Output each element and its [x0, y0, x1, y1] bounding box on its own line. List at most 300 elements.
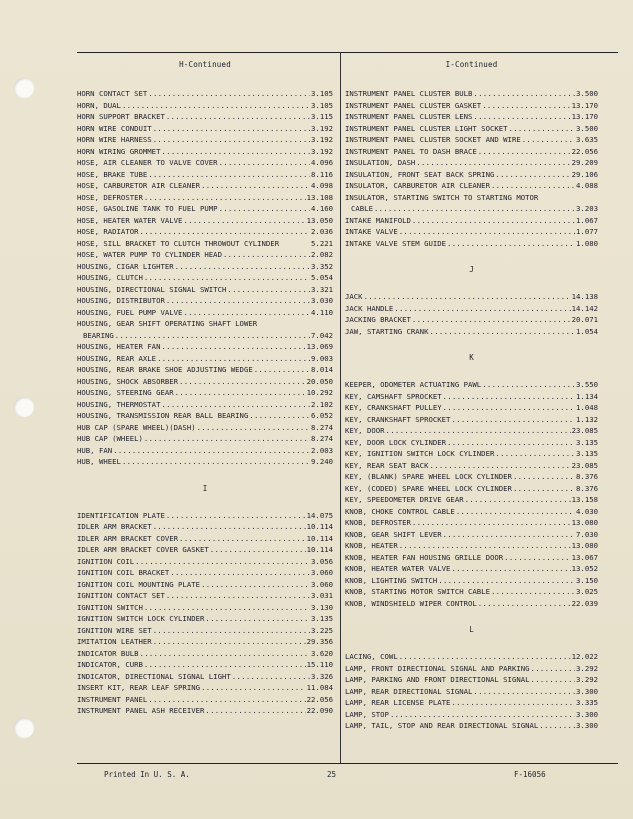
dot-leader — [161, 146, 310, 158]
entry-name: KEY, (BLANK) SPARE WHEEL LOCK CYLINDER — [345, 472, 512, 481]
index-entry — [345, 391, 598, 403]
entry-number: 12.022 — [571, 652, 598, 661]
index-entry — [77, 533, 333, 545]
entry-number: 13.080 — [571, 541, 598, 550]
entry-name: LAMP, FRONT DIRECTIONAL SIGNAL AND PARKING — [345, 663, 530, 673]
entry-number: 1.067 — [576, 215, 598, 225]
entry-name: HOSE, RADIATOR — [77, 227, 139, 236]
entry-number: 6.052 — [311, 411, 333, 420]
dot-leader — [210, 544, 306, 556]
dot-leader — [166, 295, 310, 307]
entry-number: 3.192 — [311, 135, 333, 144]
dot-leader — [412, 314, 571, 326]
entry-name: IDLER ARM BRACKET COVER — [77, 533, 179, 543]
dot-leader — [447, 238, 575, 250]
index-entry — [77, 410, 333, 422]
section-spacer — [345, 637, 598, 651]
index-entry — [77, 307, 333, 319]
entry-name: JACK HANDLE — [345, 303, 394, 313]
entry-number: 13.069 — [306, 342, 333, 351]
index-entry — [345, 291, 598, 303]
dot-leader — [478, 598, 571, 610]
entry-name: INSTRUMENT PANEL CLUSTER LENS — [345, 112, 473, 121]
entry-number: 8.274 — [311, 434, 333, 443]
entry-number: 3.150 — [576, 575, 598, 585]
entry-name: INSTRUMENT PANEL CLUSTER BULB — [345, 89, 473, 98]
dot-leader — [416, 157, 570, 169]
dot-leader — [166, 111, 310, 123]
dot-leader — [399, 651, 571, 663]
dot-leader — [473, 686, 575, 698]
index-entry — [77, 330, 333, 342]
index-entry — [345, 326, 598, 338]
index-entry — [77, 261, 333, 273]
entry-name: HUB, FAN — [77, 445, 113, 455]
entry-number: 4.098 — [311, 181, 333, 190]
entry-name: INTAKE VALVE STEM GUIDE — [345, 238, 447, 248]
dot-leader — [539, 720, 575, 732]
index-entry — [77, 364, 333, 376]
entry-name: KEY, (CODED) SPARE WHEEL LOCK CYLINDER — [345, 483, 512, 493]
dot-leader — [144, 272, 310, 284]
entry-number: 3.056 — [311, 556, 333, 566]
entry-name: INDICATOR, DIRECTIONAL SIGNAL LIGHT — [77, 671, 231, 681]
index-entry — [345, 586, 598, 598]
dot-leader — [183, 307, 310, 319]
entry-number: 3.130 — [311, 602, 333, 612]
index-entry — [77, 422, 333, 434]
dot-leader — [495, 169, 570, 181]
dot-leader — [183, 215, 305, 227]
entry-name: LACING, COWL — [345, 652, 398, 661]
entry-name: INSULATION, DASH — [345, 158, 416, 167]
entry-name: INSULATOR, STARTING SWITCH TO STARTING MOTOR — [345, 192, 539, 202]
entry-name: KEEPER, ODOMETER ACTUATING PAWL — [345, 380, 482, 389]
entry-name: INSTRUMENT PANEL CLUSTER GASKET — [345, 100, 482, 110]
entry-name: HOUSING, STEERING GEAR — [77, 388, 174, 397]
entry-name: HOSE, AIR CLEANER TO VALVE COVER — [77, 158, 218, 167]
dot-leader — [219, 203, 310, 215]
dot-leader — [148, 169, 310, 181]
entry-number: 3.335 — [576, 698, 598, 707]
entry-name: IGNITION COIL MOUNTING PLATE — [77, 579, 201, 589]
index-entry — [77, 295, 333, 307]
entry-number: 8.014 — [311, 365, 333, 374]
entry-number: 1.132 — [576, 414, 598, 424]
dot-leader — [166, 590, 310, 602]
dot-leader — [175, 387, 306, 399]
index-entry — [345, 437, 598, 449]
entry-number: 22.056 — [571, 146, 598, 156]
entry-number: 7.030 — [576, 529, 598, 539]
entry-number: 23.085 — [571, 460, 598, 470]
entry-number: 4.160 — [311, 204, 333, 213]
index-entry — [345, 157, 598, 169]
index-entry — [345, 598, 598, 610]
section-spacer — [77, 496, 333, 510]
dot-leader — [179, 533, 306, 545]
entry-name: KEY, SPEEDOMETER DRIVE GEAR — [345, 495, 464, 504]
dot-leader — [115, 330, 310, 342]
entry-number: 4.110 — [311, 307, 333, 317]
index-entry — [77, 180, 333, 192]
index-entry — [77, 226, 333, 238]
entry-name: HORN WIRING GROMMET — [77, 146, 161, 156]
dot-leader — [451, 563, 570, 575]
entry-number: 3.060 — [311, 579, 333, 589]
index-entry — [345, 663, 598, 675]
index-entry — [77, 169, 333, 181]
entry-number: 3.105 — [311, 89, 333, 98]
index-entry — [345, 483, 598, 495]
entry-number: 3.300 — [576, 686, 598, 696]
dot-leader — [148, 88, 310, 100]
index-entry — [345, 697, 598, 709]
index-entry — [77, 705, 333, 717]
entry-number: 29.209 — [571, 158, 598, 167]
entry-name: KNOB, LIGHTING SWITCH — [345, 575, 438, 585]
dot-leader — [153, 625, 310, 637]
dot-leader — [227, 284, 310, 296]
entry-number: 3.620 — [311, 648, 333, 658]
entry-name: IDENTIFICATION PLATE — [77, 510, 165, 520]
index-entry — [345, 540, 598, 552]
entry-name: KNOB, STARTING MOTOR SWITCH CABLE — [345, 587, 490, 596]
entry-name: KNOB, DEFROSTER — [345, 518, 411, 527]
index-entry — [77, 123, 333, 135]
entry-name: HOUSING, CLUTCH — [77, 273, 143, 282]
entry-name: INSTRUMENT PANEL CLUSTER SOCKET AND WIRE — [345, 135, 521, 144]
index-entry — [77, 341, 333, 353]
dot-leader — [451, 414, 575, 426]
column-heading: I-Continued — [445, 60, 498, 69]
dot-leader — [522, 134, 575, 146]
dot-leader — [144, 659, 306, 671]
entry-number: 20.050 — [306, 376, 333, 386]
entry-name: IDLER ARM BRACKET — [77, 522, 152, 531]
dot-leader — [438, 575, 575, 587]
binder-hole — [14, 78, 34, 98]
dot-leader — [157, 353, 310, 365]
entry-number: 3.500 — [576, 89, 598, 98]
entry-name: INTAKE VALVE — [345, 227, 398, 236]
index-entry — [77, 613, 333, 625]
entry-name: INSTRUMENT PANEL ASH RECEIVER — [77, 706, 205, 715]
index-entry — [77, 636, 333, 648]
dot-leader — [153, 636, 306, 648]
index-entry — [77, 353, 333, 365]
dot-leader — [509, 123, 575, 135]
dot-leader — [232, 671, 310, 683]
index-entry — [77, 399, 333, 411]
dot-leader — [531, 663, 576, 675]
entry-number: 5.221 — [311, 238, 333, 248]
entry-number: 3.025 — [576, 587, 598, 596]
index-entry — [77, 694, 333, 706]
index-entry — [77, 659, 333, 671]
section-spacer — [345, 249, 598, 263]
dot-leader — [205, 705, 305, 717]
entry-number: 2.102 — [311, 399, 333, 409]
entry-number: 3.192 — [311, 146, 333, 156]
entry-name: HORN, DUAL — [77, 100, 121, 110]
entry-name: JAW, STARTING CRANK — [345, 326, 429, 336]
entry-name: HORN WIRE CONDUIT — [77, 123, 152, 133]
entry-number: 22.090 — [306, 706, 333, 715]
dot-leader — [478, 146, 571, 158]
entry-number: 3.300 — [576, 709, 598, 719]
index-entry — [345, 575, 598, 587]
dot-leader — [447, 437, 575, 449]
entry-name: HOUSING, GEAR SHIFT OPERATING SHAFT LOWER — [77, 319, 258, 328]
index-entry — [345, 111, 598, 123]
dot-leader — [219, 157, 310, 169]
index-entry — [77, 602, 333, 614]
binder-hole — [14, 397, 34, 417]
index-entry — [77, 556, 333, 568]
entry-number: 13.080 — [571, 518, 598, 527]
dot-leader — [140, 648, 311, 660]
dot-leader — [473, 111, 570, 123]
index-entry — [345, 226, 598, 238]
dot-leader — [144, 433, 310, 445]
entry-name: LAMP, TAIL, STOP AND REAR DIRECTIONAL SIGNAL — [345, 721, 539, 730]
entry-number: 3.550 — [576, 380, 598, 389]
index-entry — [77, 625, 333, 637]
index-entry — [345, 651, 598, 663]
entry-number: 3.500 — [576, 123, 598, 133]
entry-name: KNOB, HEATER WATER VALVE — [345, 564, 451, 573]
index-entry — [77, 544, 333, 556]
entry-number: 2.003 — [311, 445, 333, 455]
section-spacer — [77, 468, 333, 482]
entry-name: HOSE, CARBURETOR AIR CLEANER — [77, 181, 201, 190]
index-entry — [77, 134, 333, 146]
entry-name: KNOB, WINDSHIELD WIPER CONTROL — [345, 598, 477, 608]
entry-number: 3.225 — [311, 625, 333, 635]
section-letter: J — [469, 265, 474, 274]
column-heading: H-Continued — [179, 60, 231, 69]
entry-number: 13.170 — [571, 100, 598, 110]
entry-name: JACKING BRACKET — [345, 315, 411, 324]
entry-name: IGNITION SWITCH — [77, 602, 143, 612]
entry-name: IMITATION LEATHER — [77, 637, 152, 646]
entry-name: INSERT KIT, REAR LEAF SPRING — [77, 683, 201, 692]
entry-name: KEY, IGNITION SWITCH LOCK CYLINDER — [345, 449, 495, 458]
dot-leader — [254, 364, 310, 376]
dot-leader — [122, 456, 310, 468]
entry-number: 3.321 — [311, 284, 333, 294]
entry-name: HUB, WHEEL — [77, 457, 121, 466]
entry-number: 3.115 — [311, 112, 333, 121]
dot-leader — [491, 586, 575, 598]
entry-name: HOSE, WATER PUMP TO CYLINDER HEAD — [77, 250, 222, 259]
entry-number: 13.067 — [571, 552, 598, 562]
entry-name: KNOB, CHOKE CONTROL CABLE — [345, 506, 455, 516]
index-entry — [345, 238, 598, 250]
dot-leader — [390, 709, 575, 721]
entry-number: 29.106 — [571, 169, 598, 179]
entry-number: 1.048 — [576, 403, 598, 412]
index-entry — [77, 111, 333, 123]
entry-number: 11.084 — [306, 683, 333, 692]
index-entry — [77, 456, 333, 468]
index-entry — [345, 529, 598, 541]
entry-name: IGNITION WIRE SET — [77, 625, 152, 635]
index-entry — [345, 414, 598, 426]
dot-leader — [201, 682, 306, 694]
column-divider — [340, 52, 341, 763]
dot-leader — [531, 674, 576, 686]
dot-leader — [153, 123, 310, 135]
entry-name: HOUSING, FUEL PUMP VALVE — [77, 307, 183, 317]
entry-number: 2.036 — [311, 227, 333, 236]
dot-leader — [504, 552, 570, 564]
entry-name: KEY, CRANKSHAFT SPROCKET — [345, 414, 451, 424]
index-entry — [345, 506, 598, 518]
dot-leader — [179, 376, 306, 388]
dot-leader — [140, 226, 311, 238]
dot-leader — [473, 88, 575, 100]
entry-name: IGNITION SWITCH LOCK CYLINDER — [77, 614, 205, 623]
entry-name: CABLE — [351, 204, 373, 213]
index-entry — [77, 272, 333, 284]
index-entry — [345, 134, 598, 146]
index-entry — [77, 238, 333, 250]
section-letter: I — [202, 483, 208, 493]
index-entry — [77, 88, 333, 100]
index-entry — [345, 100, 598, 112]
index-entry — [77, 648, 333, 660]
index-entry — [77, 671, 333, 683]
entry-name: HOSE, SILL BRACKET TO CLUTCH THROWOUT CYLINDER — [77, 238, 280, 248]
index-entry — [345, 552, 598, 564]
entry-name: LAMP, STOP — [345, 709, 389, 719]
entry-number: 4.030 — [576, 506, 598, 516]
entry-name: LAMP, REAR LICENSE PLATE — [345, 698, 451, 707]
entry-name: KEY, DOOR — [345, 426, 385, 435]
index-entry — [77, 203, 333, 215]
entry-number: 23.085 — [571, 426, 598, 435]
index-entry — [345, 180, 598, 192]
dot-leader — [374, 203, 575, 215]
index-entry — [77, 579, 333, 591]
index-entry — [77, 510, 333, 522]
entry-name: INSTRUMENT PANEL — [77, 694, 148, 704]
section-letter: L — [469, 625, 474, 634]
entry-name: INSTRUMENT PANEL CLUSTER LIGHT SOCKET — [345, 123, 508, 133]
entry-number: 13.170 — [571, 112, 598, 121]
form-number: F-16056 — [514, 770, 546, 779]
entry-name: INSTRUMENT PANEL TO DASH BRACE — [345, 146, 477, 156]
entry-number: 20.071 — [571, 315, 598, 324]
section-letter: K — [469, 353, 474, 362]
entry-name: HOSE, DEFROSTER — [77, 192, 143, 202]
dot-leader — [201, 180, 310, 192]
dot-leader — [153, 521, 306, 533]
dot-leader — [412, 517, 571, 529]
entry-name: HOSE, BRAKE TUBE — [77, 169, 148, 179]
index-entry — [345, 303, 598, 315]
entry-name: HOSE, GASOLINE TANK TO FUEL PUMP — [77, 204, 218, 213]
index-entry — [345, 88, 598, 100]
entry-name: LAMP, PARKING AND FRONT DIRECTIONAL SIGNAL — [345, 675, 530, 684]
index-entry — [345, 709, 598, 721]
dot-leader — [429, 460, 570, 472]
entry-name: HOSE, HEATER WATER VALVE — [77, 215, 183, 225]
index-entry — [345, 379, 598, 391]
dot-leader — [443, 391, 575, 403]
entry-name: INSULATION, FRONT SEAT BACK SPRING — [345, 169, 495, 179]
index-entry — [345, 720, 598, 732]
entry-number: 9.240 — [311, 457, 333, 466]
entry-number: 22.056 — [306, 694, 333, 704]
index-entry — [77, 215, 333, 227]
index-entry — [345, 494, 598, 506]
dot-leader — [144, 602, 310, 614]
entry-name: INSULATOR, CARBURETOR AIR CLEANER — [345, 181, 490, 190]
dot-leader — [161, 399, 310, 411]
index-entry — [345, 203, 598, 215]
entry-number: 8.376 — [576, 472, 598, 481]
top-rule — [77, 52, 618, 53]
entry-name: HUB CAP (WHEEL) — [77, 434, 143, 443]
entry-name: KEY, CRANKSHAFT PULLEY — [345, 403, 442, 412]
dot-leader — [364, 291, 571, 303]
dot-leader — [513, 483, 575, 495]
dot-leader — [412, 215, 575, 227]
entry-number: 3.292 — [576, 663, 598, 673]
dot-leader — [249, 410, 310, 422]
index-entry — [345, 686, 598, 698]
entry-number: 1.080 — [576, 238, 598, 248]
dot-leader — [482, 379, 575, 391]
entry-number: 10.114 — [306, 533, 333, 543]
binder-hole — [14, 718, 34, 738]
index-entry — [345, 674, 598, 686]
entry-number: 10.292 — [306, 388, 333, 397]
entry-number: 3.352 — [311, 261, 333, 271]
dot-leader — [148, 694, 305, 706]
entry-name: HORN CONTACT SET — [77, 89, 148, 98]
entry-number: 3.060 — [311, 568, 333, 577]
entry-number: 13.108 — [306, 192, 333, 202]
entry-name: HOUSING, DISTRIBUTOR — [77, 296, 165, 305]
entry-name: IGNITION COIL — [77, 556, 135, 566]
index-entry — [77, 682, 333, 694]
entry-name: KEY, DOOR LOCK CYLINDER — [345, 437, 447, 447]
dot-leader — [491, 180, 575, 192]
dot-leader — [161, 341, 305, 353]
index-entry — [77, 284, 333, 296]
index-entry — [77, 100, 333, 112]
index-entry — [345, 460, 598, 472]
index-entry — [77, 157, 333, 169]
entry-number: 8.116 — [311, 169, 333, 179]
entry-name: HOUSING, REAR BRAKE SHOE ADJUSTING WEDGE — [77, 365, 253, 374]
dot-leader — [135, 556, 310, 568]
index-entry — [345, 123, 598, 135]
index-entry — [77, 445, 333, 457]
entry-number: 1.054 — [576, 326, 598, 336]
entry-name: BEARING — [83, 330, 114, 340]
index-entry — [345, 425, 598, 437]
entry-number: 13.050 — [306, 215, 333, 225]
index-entry — [77, 567, 333, 579]
index-entry — [345, 169, 598, 181]
index-entry — [345, 402, 598, 414]
entry-number: 8.376 — [576, 483, 598, 493]
